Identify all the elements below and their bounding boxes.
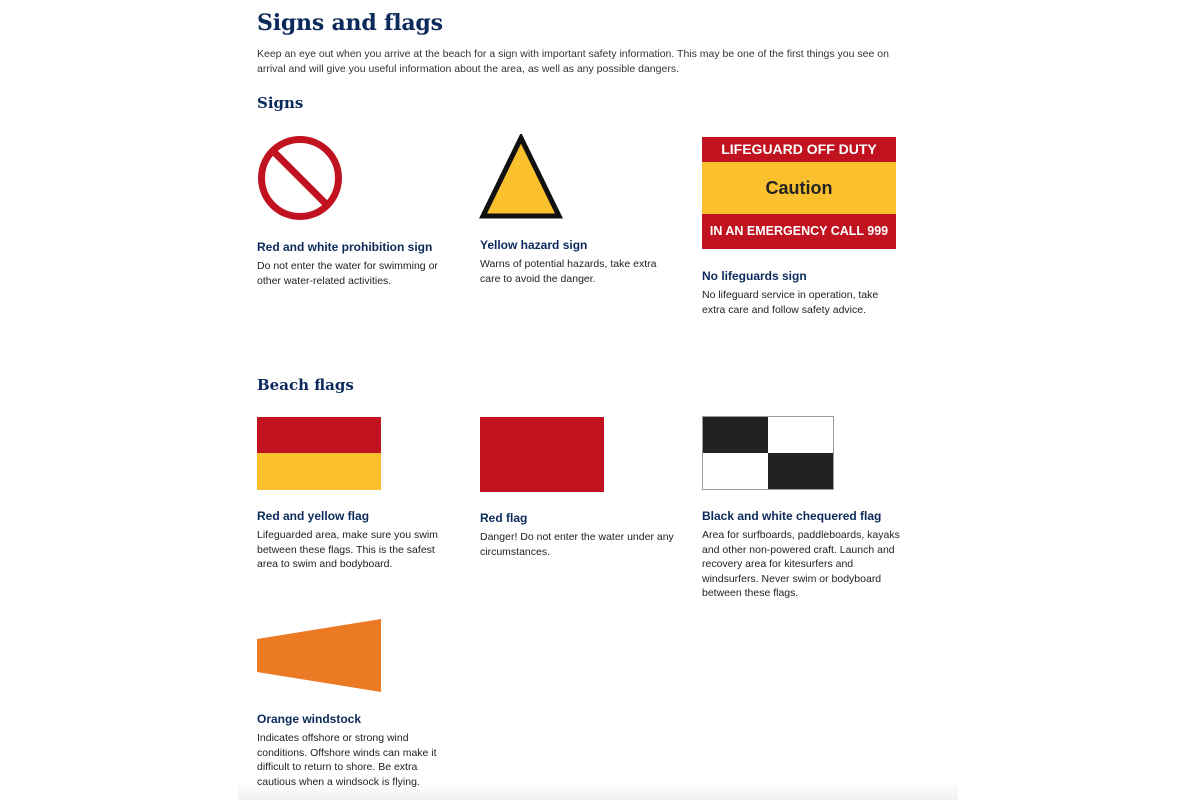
red-flag-title: Red flag [480, 511, 528, 525]
no-lifeguards-sign-title: No lifeguards sign [702, 269, 807, 283]
windsock-description: Indicates offshore or strong wind conditions. Offshore winds can make it difficult to return to shore. Be extra cautious when a windsock is flying. [257, 732, 437, 788]
chequered-flag-icon [702, 416, 834, 490]
beach-flags-heading: Beach flags [257, 376, 354, 394]
intro-paragraph: Keep an eye out when you arrive at the beach for a sign with important safety information. This may be one of the first things you see on arrival and will give you useful information about the area, as well as any possible dangers. [257, 48, 889, 75]
prohibition-sign-icon [256, 134, 344, 222]
caution-band: Caution [702, 162, 896, 214]
page-title: Signs and flags [257, 10, 443, 36]
prohibition-sign-description: Do not enter the water for swimming or other water-related activities. [257, 260, 438, 287]
chequered-flag-description: Area for surfboards, paddleboards, kayaks and other non-powered craft. Launch and recovery area for kitesurfers and windsurfers. Never swim or bodyboard between these flags. [702, 529, 900, 599]
windsock-title: Orange windstock [257, 712, 362, 726]
lifeguard-off-duty-band: LIFEGUARD OFF DUTY [702, 137, 896, 162]
signs-heading: Signs [257, 94, 304, 112]
hazard-sign-title: Yellow hazard sign [480, 238, 588, 252]
emergency-call-band: IN AN EMERGENCY CALL 999 [702, 214, 896, 249]
prohibition-sign-title: Red and white prohibition sign [257, 240, 433, 254]
chequered-flag-title: Black and white chequered flag [702, 509, 882, 523]
windsock-icon [257, 619, 381, 692]
no-lifeguards-sign [702, 137, 896, 249]
no-lifeguards-sign-description: No lifeguard service in operation, take extra care and follow safety advice. [702, 289, 879, 316]
red-yellow-flag-icon [257, 417, 381, 490]
red-flag-description: Danger! Do not enter the water under any circumstances. [480, 531, 674, 558]
red-yellow-flag-title: Red and yellow flag [257, 509, 370, 523]
red-yellow-flag-description: Lifeguarded area, make sure you swim between these flags. This is the safest area to swim and bodyboard. [257, 529, 438, 570]
red-flag-icon [480, 417, 604, 492]
hazard-triangle-icon [479, 134, 563, 220]
hazard-sign-description: Warns of potential hazards, take extra care to avoid the danger. [480, 258, 657, 285]
